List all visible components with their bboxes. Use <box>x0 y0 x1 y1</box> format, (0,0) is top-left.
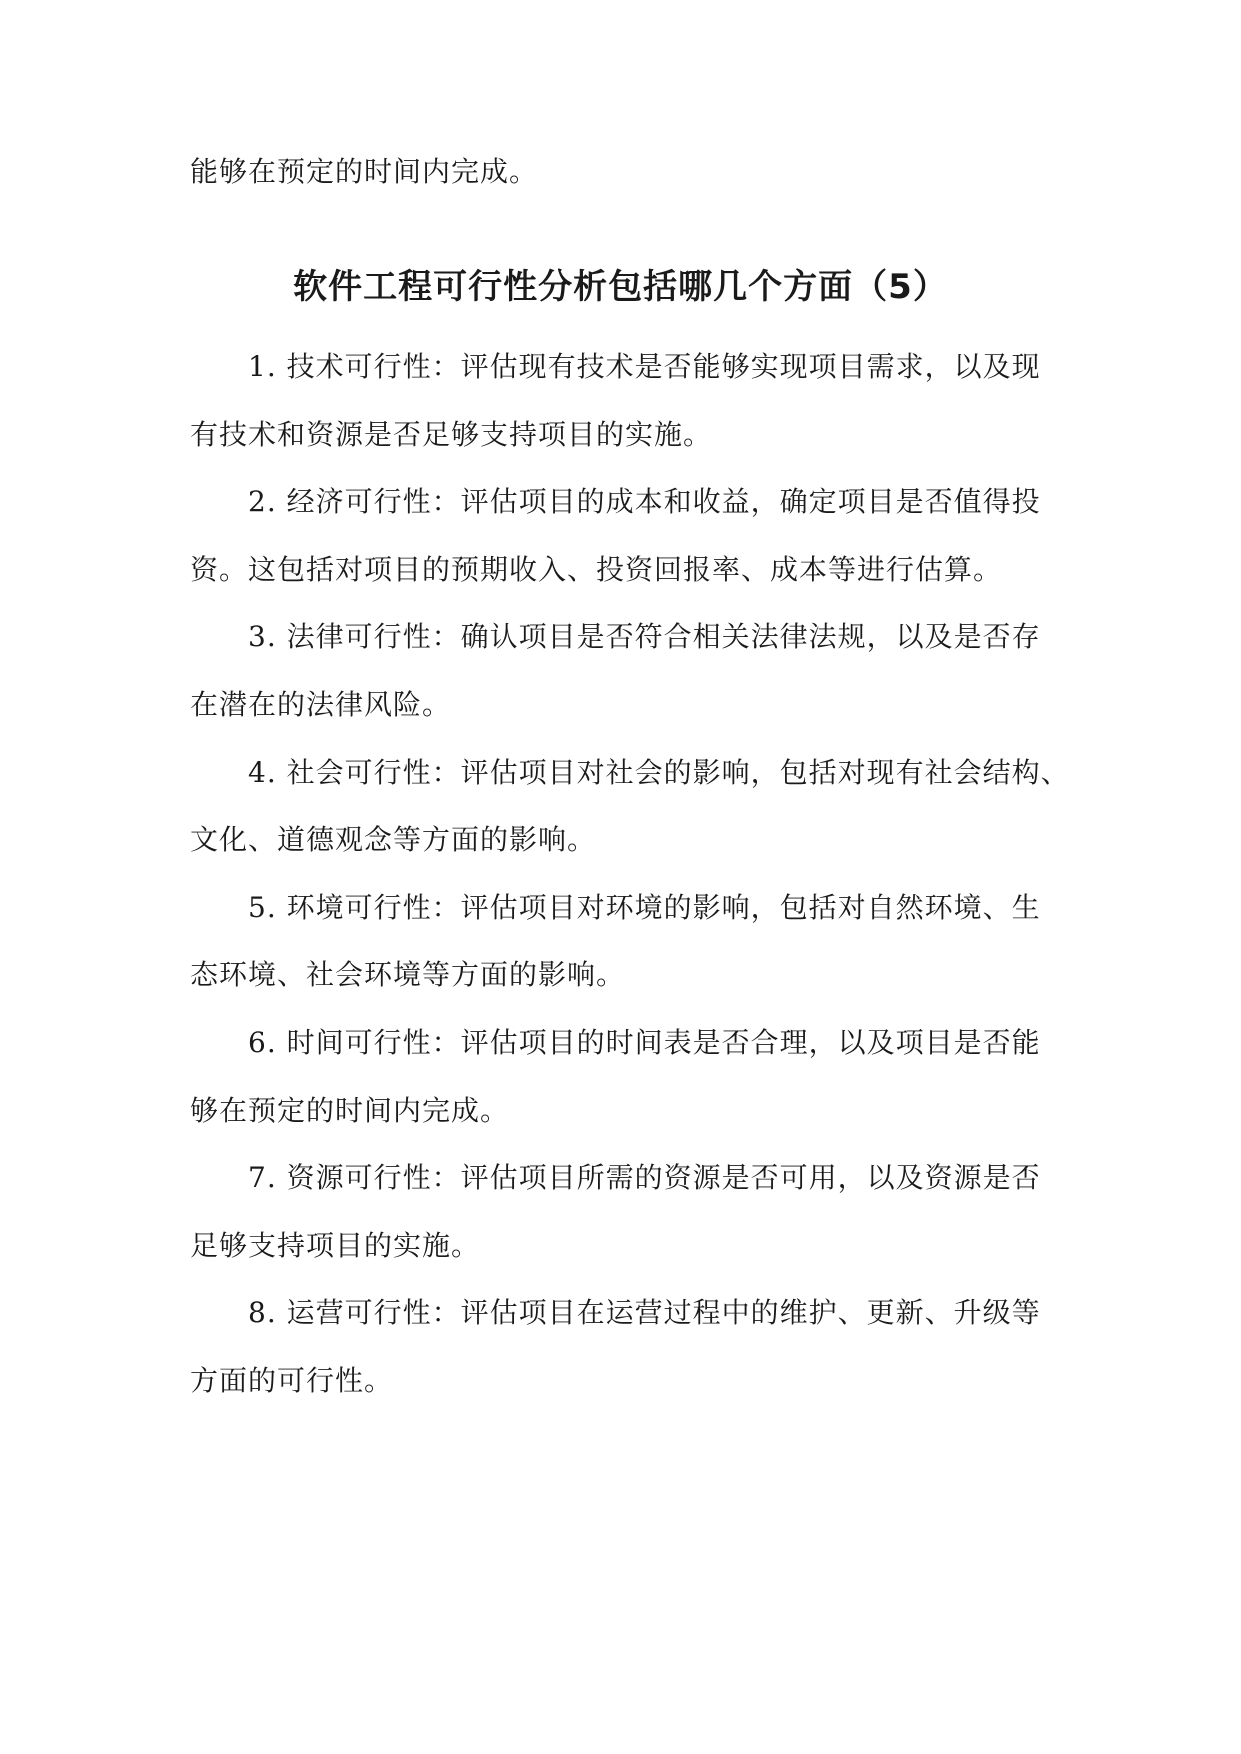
item-5-line-1: 5. 环境可行性：评估项目对环境的影响，包括对自然环境、生 <box>248 891 1041 924</box>
item-2-line-1: 2. 经济可行性：评估项目的成本和收益，确定项目是否值得投 <box>248 485 1041 518</box>
item-8-line-2: 方面的可行性。 <box>190 1364 394 1397</box>
item-7-line-1: 7. 资源可行性：评估项目所需的资源是否可用，以及资源是否 <box>248 1161 1041 1194</box>
item-6-line-1: 6. 时间可行性：评估项目的时间表是否合理，以及项目是否能 <box>248 1026 1041 1059</box>
item-3-line-1: 3. 法律可行性：确认项目是否符合相关法律法规，以及是否存 <box>248 620 1041 653</box>
item-4-line-1: 4. 社会可行性：评估项目对社会的影响，包括对现有社会结构、 <box>248 756 1070 789</box>
item-7-line-2: 足够支持项目的实施。 <box>190 1229 481 1262</box>
item-2-line-2: 资。这包括对项目的预期收入、投资回报率、成本等进行估算。 <box>190 553 1003 586</box>
section-title: 软件工程可行性分析包括哪几个方面（5） <box>293 267 948 307</box>
carryover-paragraph: 能够在预定的时间内完成。 <box>190 155 539 188</box>
item-1-line-1: 1. 技术可行性：评估现有技术是否能够实现项目需求，以及现 <box>248 350 1041 383</box>
item-8-line-1: 8. 运营可行性：评估项目在运营过程中的维护、更新、升级等 <box>248 1296 1041 1329</box>
item-1-line-2: 有技术和资源是否足够支持项目的实施。 <box>190 418 713 451</box>
item-3-line-2: 在潜在的法律风险。 <box>190 688 452 721</box>
item-4-line-2: 文化、道德观念等方面的影响。 <box>190 823 597 856</box>
item-5-line-2: 态环境、社会环境等方面的影响。 <box>190 958 626 991</box>
item-6-line-2: 够在预定的时间内完成。 <box>190 1094 510 1127</box>
